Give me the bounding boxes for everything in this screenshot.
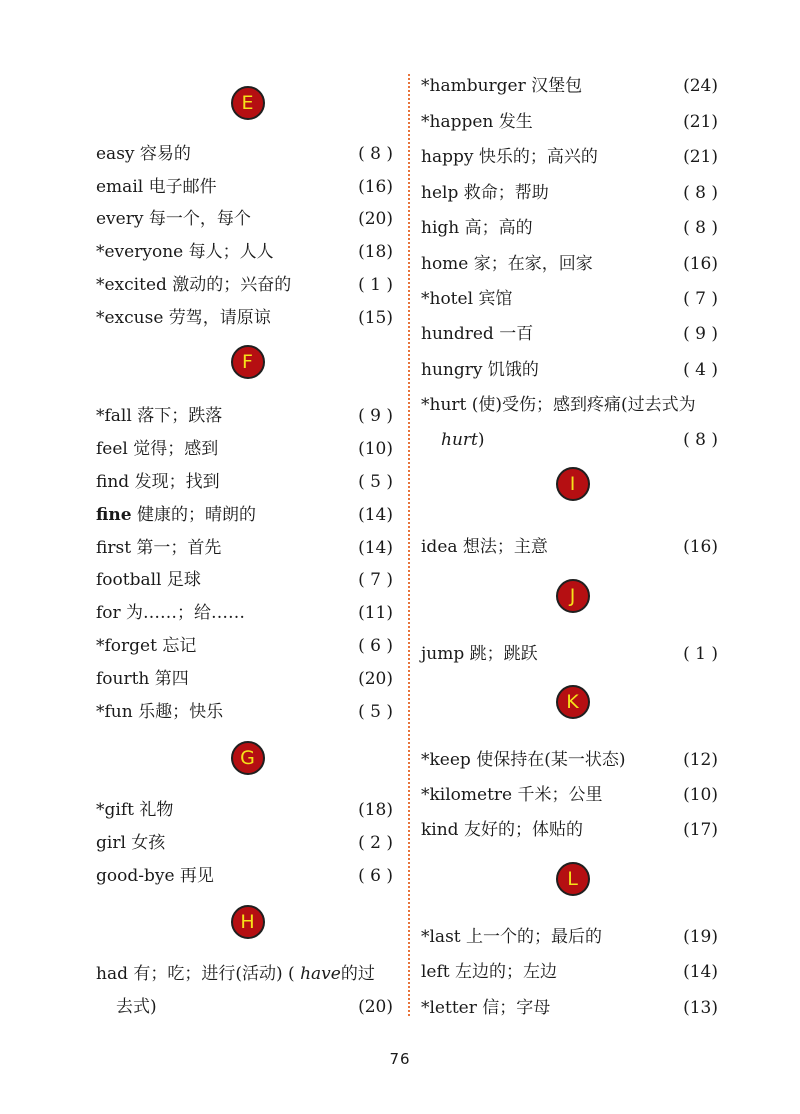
entry-page: ( 5 ) (358, 702, 393, 722)
entry-page: ( 9 ) (683, 324, 718, 344)
entry-fall (96, 404, 393, 428)
entry-page: (18) (358, 800, 393, 820)
entry-word: *forget 忘记 (96, 636, 197, 656)
entry-page: (20) (358, 669, 393, 689)
entry-hundred (421, 322, 718, 346)
entry-word: *keep 使保持在(某一状态) (421, 750, 626, 770)
entry-hurt-cont (421, 428, 718, 452)
entry-page: ( 2 ) (358, 833, 393, 853)
entry-word: high 高；高的 (421, 218, 533, 238)
entry-word: good-bye 再见 (96, 866, 214, 886)
entry-word: happy 快乐的；高兴的 (421, 147, 598, 167)
entry-page: (13) (683, 998, 718, 1018)
entry-for (96, 601, 393, 625)
entry-page: ( 8 ) (683, 183, 718, 203)
entry-word (96, 503, 256, 527)
entry-page: (16) (683, 254, 718, 274)
entry-page: (10) (683, 785, 718, 805)
entry-page: (20) (358, 209, 393, 229)
entry-hotel (421, 287, 718, 311)
entry-excited (96, 273, 393, 297)
entry-word: easy 容易的 (96, 144, 191, 164)
section-letter-badge: H (231, 905, 265, 939)
entry-had (96, 962, 393, 986)
entry-kind (421, 818, 718, 842)
entry-letter (421, 996, 718, 1020)
entry-keep (421, 748, 718, 772)
section-j-header (421, 579, 718, 619)
section-letter-badge: J (556, 579, 590, 613)
section-letter-badge: K (556, 685, 590, 719)
entry-meaning: had 有；吃；进行(活动) ( (96, 964, 301, 984)
entry-close-paren: ) (477, 430, 485, 450)
entry-feel (96, 437, 393, 461)
entry-page: ( 1 ) (358, 275, 393, 295)
entry-high (421, 216, 718, 240)
section-k-header (421, 685, 718, 725)
entry-word: hundred 一百 (421, 324, 534, 344)
entry-find (96, 470, 393, 494)
entry-word: *hurt (使)受伤；感到疼痛(过去式为 (421, 395, 696, 415)
entry-page: (17) (683, 820, 718, 840)
entry-word: *letter 信；字母 (421, 998, 551, 1018)
entry-word: *kilometre 千米；公里 (421, 785, 603, 805)
entry-page: (10) (358, 439, 393, 459)
entry-page: (21) (683, 147, 718, 167)
entry-word-cont: 去式) (116, 997, 157, 1017)
entry-page: ( 9 ) (358, 406, 393, 426)
entry-word: every 每一个，每个 (96, 209, 251, 229)
entry-word: girl 女孩 (96, 833, 166, 853)
entry-email (96, 175, 393, 199)
entry-meaning: 健康的；晴朗的 (131, 505, 256, 525)
entry-page: ( 4 ) (683, 360, 718, 380)
entry-word: idea 想法；主意 (421, 537, 548, 557)
entry-fourth (96, 667, 393, 691)
entry-word: *fun 乐趣；快乐 (96, 702, 224, 722)
entry-headword: fine (96, 505, 132, 525)
entry-page: (14) (683, 962, 718, 982)
entry-page: (12) (683, 750, 718, 770)
entry-word: fourth 第四 (96, 669, 189, 689)
section-l-header (421, 862, 718, 902)
entry-italic: have (300, 964, 341, 984)
entry-page: ( 8 ) (683, 430, 718, 450)
entry-gift (96, 798, 393, 822)
entry-excuse (96, 306, 393, 330)
entry-word: *excited 激动的；兴奋的 (96, 275, 292, 295)
entry-word: find 发现；找到 (96, 472, 220, 492)
entry-word: feel 觉得；感到 (96, 439, 219, 459)
entry-idea (421, 535, 718, 559)
entry-word: *happen 发生 (421, 112, 533, 132)
section-g-header (96, 741, 393, 781)
entry-page: (14) (358, 538, 393, 558)
entry-everyone (96, 240, 393, 264)
entry-word-cont (441, 428, 485, 452)
section-e-header (96, 86, 393, 126)
entry-jump (421, 642, 718, 666)
entry-page: (16) (358, 177, 393, 197)
entry-word (96, 962, 375, 986)
entry-last (421, 925, 718, 949)
entry-page: ( 8 ) (683, 218, 718, 238)
entry-word: *hotel 宾馆 (421, 289, 513, 309)
section-h-header (96, 905, 393, 945)
entry-word: hungry 饥饿的 (421, 360, 539, 380)
entry-page: ( 7 ) (358, 570, 393, 590)
column-divider (408, 74, 410, 1016)
section-letter-badge: L (556, 862, 590, 896)
section-letter-badge: E (231, 86, 265, 120)
entry-page: (15) (358, 308, 393, 328)
entry-word: kind 友好的；体贴的 (421, 820, 583, 840)
entry-page: ( 7 ) (683, 289, 718, 309)
entry-word: football 足球 (96, 570, 201, 590)
section-letter-badge: F (231, 345, 265, 379)
entry-page: (18) (358, 242, 393, 262)
entry-fun (96, 700, 393, 724)
entry-happy (421, 145, 718, 169)
entry-page: (21) (683, 112, 718, 132)
entry-page: (16) (683, 537, 718, 557)
entry-word: for 为……；给…… (96, 603, 246, 623)
entry-had-cont (96, 995, 393, 1019)
entry-word: *last 上一个的；最后的 (421, 927, 603, 947)
section-f-header (96, 345, 393, 385)
entry-word: first 第一；首先 (96, 538, 222, 558)
entry-page: ( 6 ) (358, 866, 393, 886)
entry-page: (24) (683, 76, 718, 96)
entry-page: ( 1 ) (683, 644, 718, 664)
entry-hamburger (421, 74, 718, 98)
entry-italic: hurt (441, 430, 478, 450)
entry-page: ( 5 ) (358, 472, 393, 492)
entry-word: *fall 落下；跌落 (96, 406, 223, 426)
entry-football (96, 568, 393, 592)
section-i-header (421, 467, 718, 507)
entry-page: (11) (358, 603, 393, 623)
entry-good-bye (96, 864, 393, 888)
entry-first (96, 536, 393, 560)
entry-fine (96, 503, 393, 527)
entry-page: ( 8 ) (358, 144, 393, 164)
entry-word: *excuse 劳驾，请原谅 (96, 308, 271, 328)
entry-page: ( 6 ) (358, 636, 393, 656)
entry-word: *everyone 每人；人人 (96, 242, 274, 262)
entry-page: (20) (358, 997, 393, 1017)
entry-word: home 家；在家，回家 (421, 254, 593, 274)
page-number: 76 (389, 1050, 411, 1068)
entry-hurt (421, 393, 718, 417)
entry-forget (96, 634, 393, 658)
entry-home (421, 252, 718, 276)
entry-meaning-end: 的过 (340, 964, 375, 984)
entry-word: email 电子邮件 (96, 177, 217, 197)
entry-word: *hamburger 汉堡包 (421, 76, 583, 96)
entry-word: jump 跳；跳跃 (421, 644, 538, 664)
entry-page: (14) (358, 505, 393, 525)
entry-left (421, 960, 718, 984)
entry-help (421, 181, 718, 205)
entry-easy (96, 142, 393, 166)
section-letter-badge: G (231, 741, 265, 775)
entry-word: *gift 礼物 (96, 800, 174, 820)
entry-happen (421, 110, 718, 134)
section-letter-badge: I (556, 467, 590, 501)
entry-word: left 左边的；左边 (421, 962, 558, 982)
entry-girl (96, 831, 393, 855)
entry-kilometre (421, 783, 718, 807)
entry-every (96, 207, 393, 231)
entry-page: (19) (683, 927, 718, 947)
entry-hungry (421, 358, 718, 382)
entry-word: help 救命；帮助 (421, 183, 549, 203)
